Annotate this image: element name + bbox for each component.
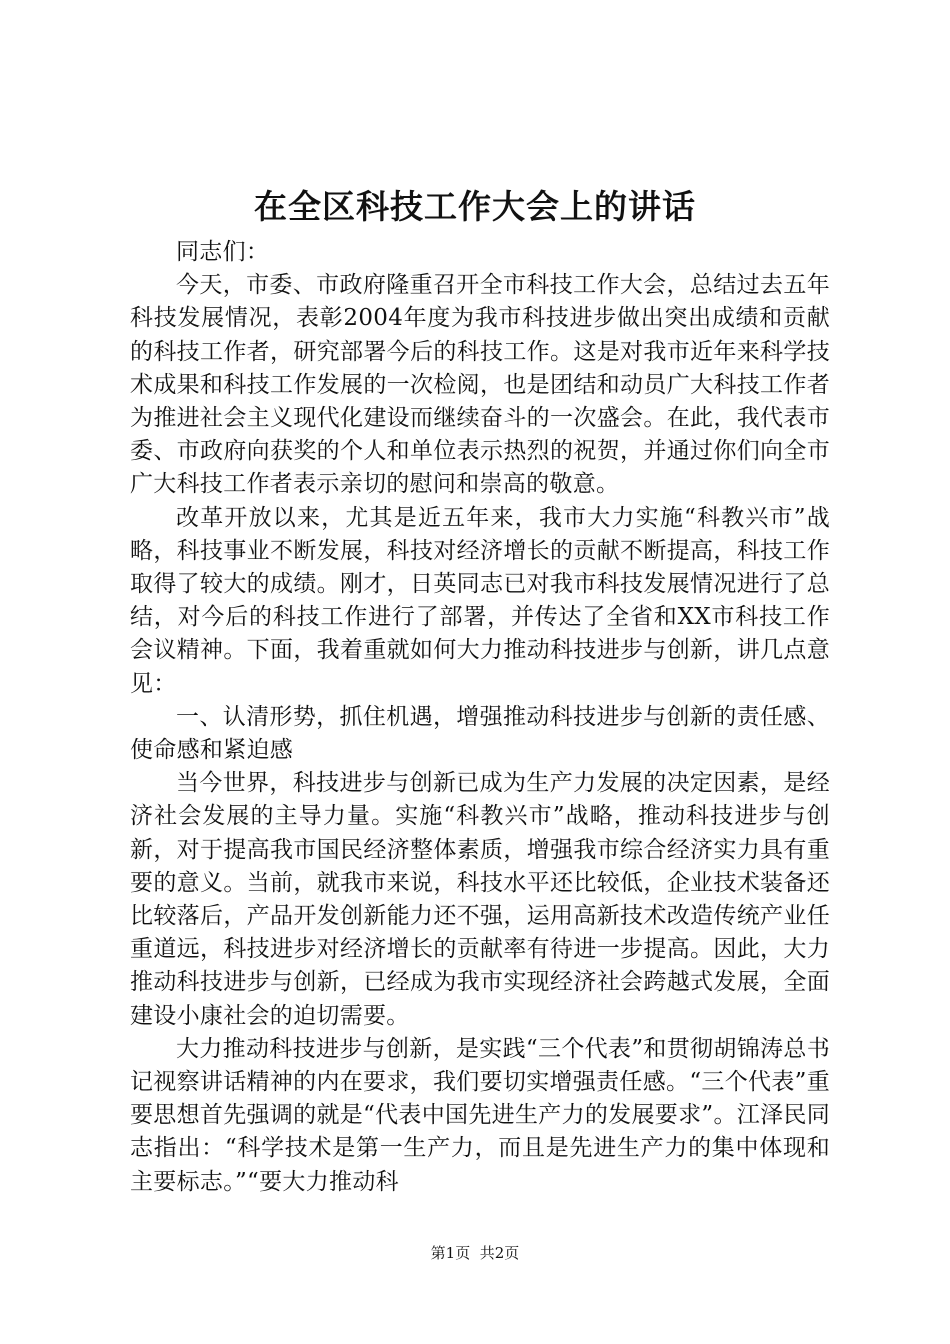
paragraph-three-represents: 大力推动科技进步与创新，是实践“三个代表”和贯彻胡锦涛总书记视察讲话精神的内在要求，我们要切实增强责任感。“三个代表”重要思想首先强调的就是“代表中国先进生产力的发展要求”。江泽民同志指出：“科学技术是第一生产力，而且是先进生产力的集中体现和主要标志。”“要大力推动科 [130,1035,830,1195]
page-footer [0,1243,950,1263]
paragraph-opening: 今天，市委、市政府隆重召开全市科技工作大会，总结过去五年科技发展情况，表彰2004年度为我市科技进步做出突出成绩和贡献的科技工作者，研究部署今后的科技工作。这是对我市近年来科学技术成果和科技工作发展的一次检阅，也是团结和动员广大科技工作者为推进社会主义现代化建设而继续奋斗的一次盛会。在此，我代表市委、市政府向获奖的个人和单位表示热烈的祝贺，并通过你们向全市广大科技工作者表示亲切的慰问和崇高的敬意。 [130,272,830,498]
document-body [130,236,830,1199]
document-title: 在全区科技工作大会上的讲话 [254,187,696,226]
section-heading-one: 一、认清形势，抓住机遇，增强推动科技进步与创新的责任感、使命感和紧迫感 [130,703,830,764]
page-total: 共2页 [479,1244,520,1262]
page-number: 第1页 [430,1244,471,1262]
paragraph-reform: 改革开放以来，尤其是近五年来，我市大力实施“科教兴市”战略，科技事业不断发展，科技对经济增长的贡献不断提高，科技工作取得了较大的成绩。刚才，日英同志已对我市科技发展情况进行了总结，对今后的科技工作进行了部署，并传达了全省和XX市科技工作会议精神。下面，我着重就如何大力推动科技进步与创新，讲几点意见： [130,504,830,697]
paragraph-salutation: 同志们： [176,239,270,265]
paragraph-current-world: 当今世界，科技进步与创新已成为生产力发展的决定因素，是经济社会发展的主导力量。实施“科教兴市”战略，推动科技进步与创新，对于提高我市国民经济整体素质，增强我市综合经济实力具有重要的意义。当前，就我市来说，科技水平还比较低，企业技术装备还比较落后，产品开发创新能力还不强，运用高新技术改造传统产业任重道远，科技进步对经济增长的贡献率有待进一步提高。因此，大力推动科技进步与创新，已经成为我市实现经济社会跨越式发展，全面建设小康社会的迫切需要。 [130,770,830,1029]
